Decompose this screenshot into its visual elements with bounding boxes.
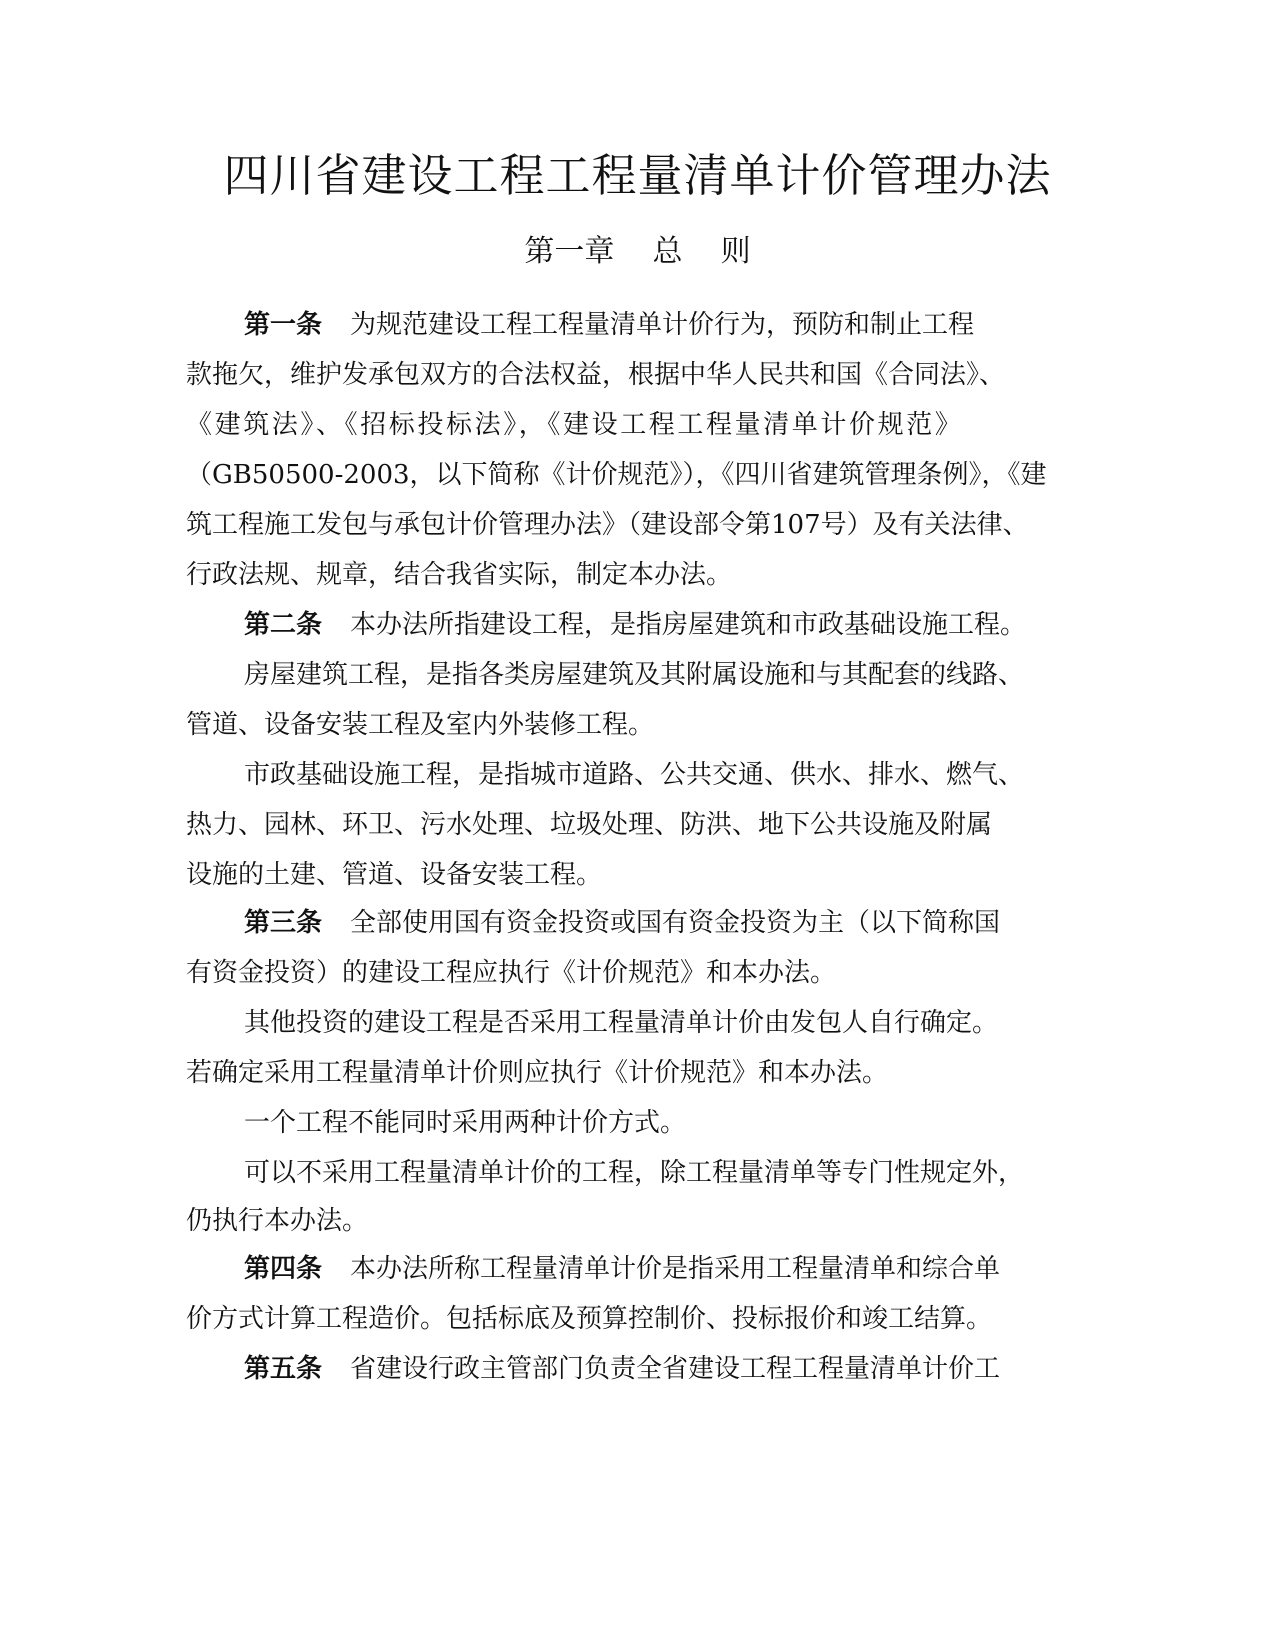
paragraph-line: 筑工程施工发包与承包计价管理办法》（建设部令第107号）及有关法律、 <box>186 510 1029 540</box>
line-text: 本办法所指建设工程，是指房屋建筑和市政基础设施工程。 <box>350 610 1027 640</box>
line-text: 为规范建设工程工程量清单计价行为，预防和制止工程 <box>350 310 975 340</box>
paragraph-line <box>244 1352 1000 1386</box>
line-text: 本办法所称工程量清单计价是指采用工程量清单和综合单 <box>350 1254 1001 1284</box>
paragraph-line: 其他投资的建设工程是否采用工程量清单计价由发包人自行确定。 <box>244 1008 999 1038</box>
article-label: 第三条 <box>244 908 323 938</box>
paragraph-line: 行政法规、规章，结合我省实际，制定本办法。 <box>186 560 733 590</box>
paragraph-line: 房屋建筑工程，是指各类房屋建筑及其附属设施和与其配套的线路、 <box>244 660 1025 690</box>
paragraph-line: 款拖欠，维护发承包双方的合法权益，根据中华人民共和国《合同法》、 <box>186 360 1006 390</box>
chapter-heading: 第一章 总 则 <box>524 234 751 269</box>
line-text: 全部使用国有资金投资或国有资金投资为主（以下简称国 <box>350 908 1001 938</box>
paragraph-line: （GB50500-2003，以下简称《计价规范》），《四川省建筑管理条例》，《建 <box>186 460 1047 490</box>
article-label: 第一条 <box>244 310 323 340</box>
paragraph-line: 设施的土建、管道、设备安装工程。 <box>186 860 603 890</box>
paragraph-line: 有资金投资）的建设工程应执行《计价规范》和本办法。 <box>186 958 837 988</box>
article-label: 第五条 <box>244 1354 323 1384</box>
paragraph-line <box>244 1252 1000 1286</box>
paragraph-line <box>244 308 974 342</box>
paragraph-line: 一个工程不能同时采用两种计价方式。 <box>244 1108 687 1138</box>
line-text: 省建设行政主管部门负责全省建设工程工程量清单计价工 <box>350 1354 1001 1384</box>
paragraph-line <box>244 906 1000 940</box>
paragraph-line: 可以不采用工程量清单计价的工程，除工程量清单等专门性规定外， <box>244 1158 1025 1188</box>
article-label: 第四条 <box>244 1254 323 1284</box>
article-label: 第二条 <box>244 610 323 640</box>
paragraph-line: 热力、园林、环卫、污水处理、垃圾处理、防洪、地下公共设施及附属 <box>186 810 993 840</box>
paragraph-line: 《建筑法》、《招标投标法》，《建设工程工程量清单计价规范》 <box>186 410 964 440</box>
paragraph-line: 管道、设备安装工程及室内外装修工程。 <box>186 710 655 740</box>
paragraph-line: 仍执行本办法。 <box>186 1206 369 1236</box>
paragraph-line: 价方式计算工程造价。包括标底及预算控制价、投标报价和竣工结算。 <box>186 1304 993 1334</box>
paragraph-line <box>244 608 1026 642</box>
paragraph-line: 市政基础设施工程，是指城市道路、公共交通、供水、排水、燃气、 <box>244 760 1025 790</box>
document-title: 四川省建设工程工程量清单计价管理办法 <box>223 149 1052 202</box>
paragraph-line: 若确定采用工程量清单计价则应执行《计价规范》和本办法。 <box>186 1058 889 1088</box>
